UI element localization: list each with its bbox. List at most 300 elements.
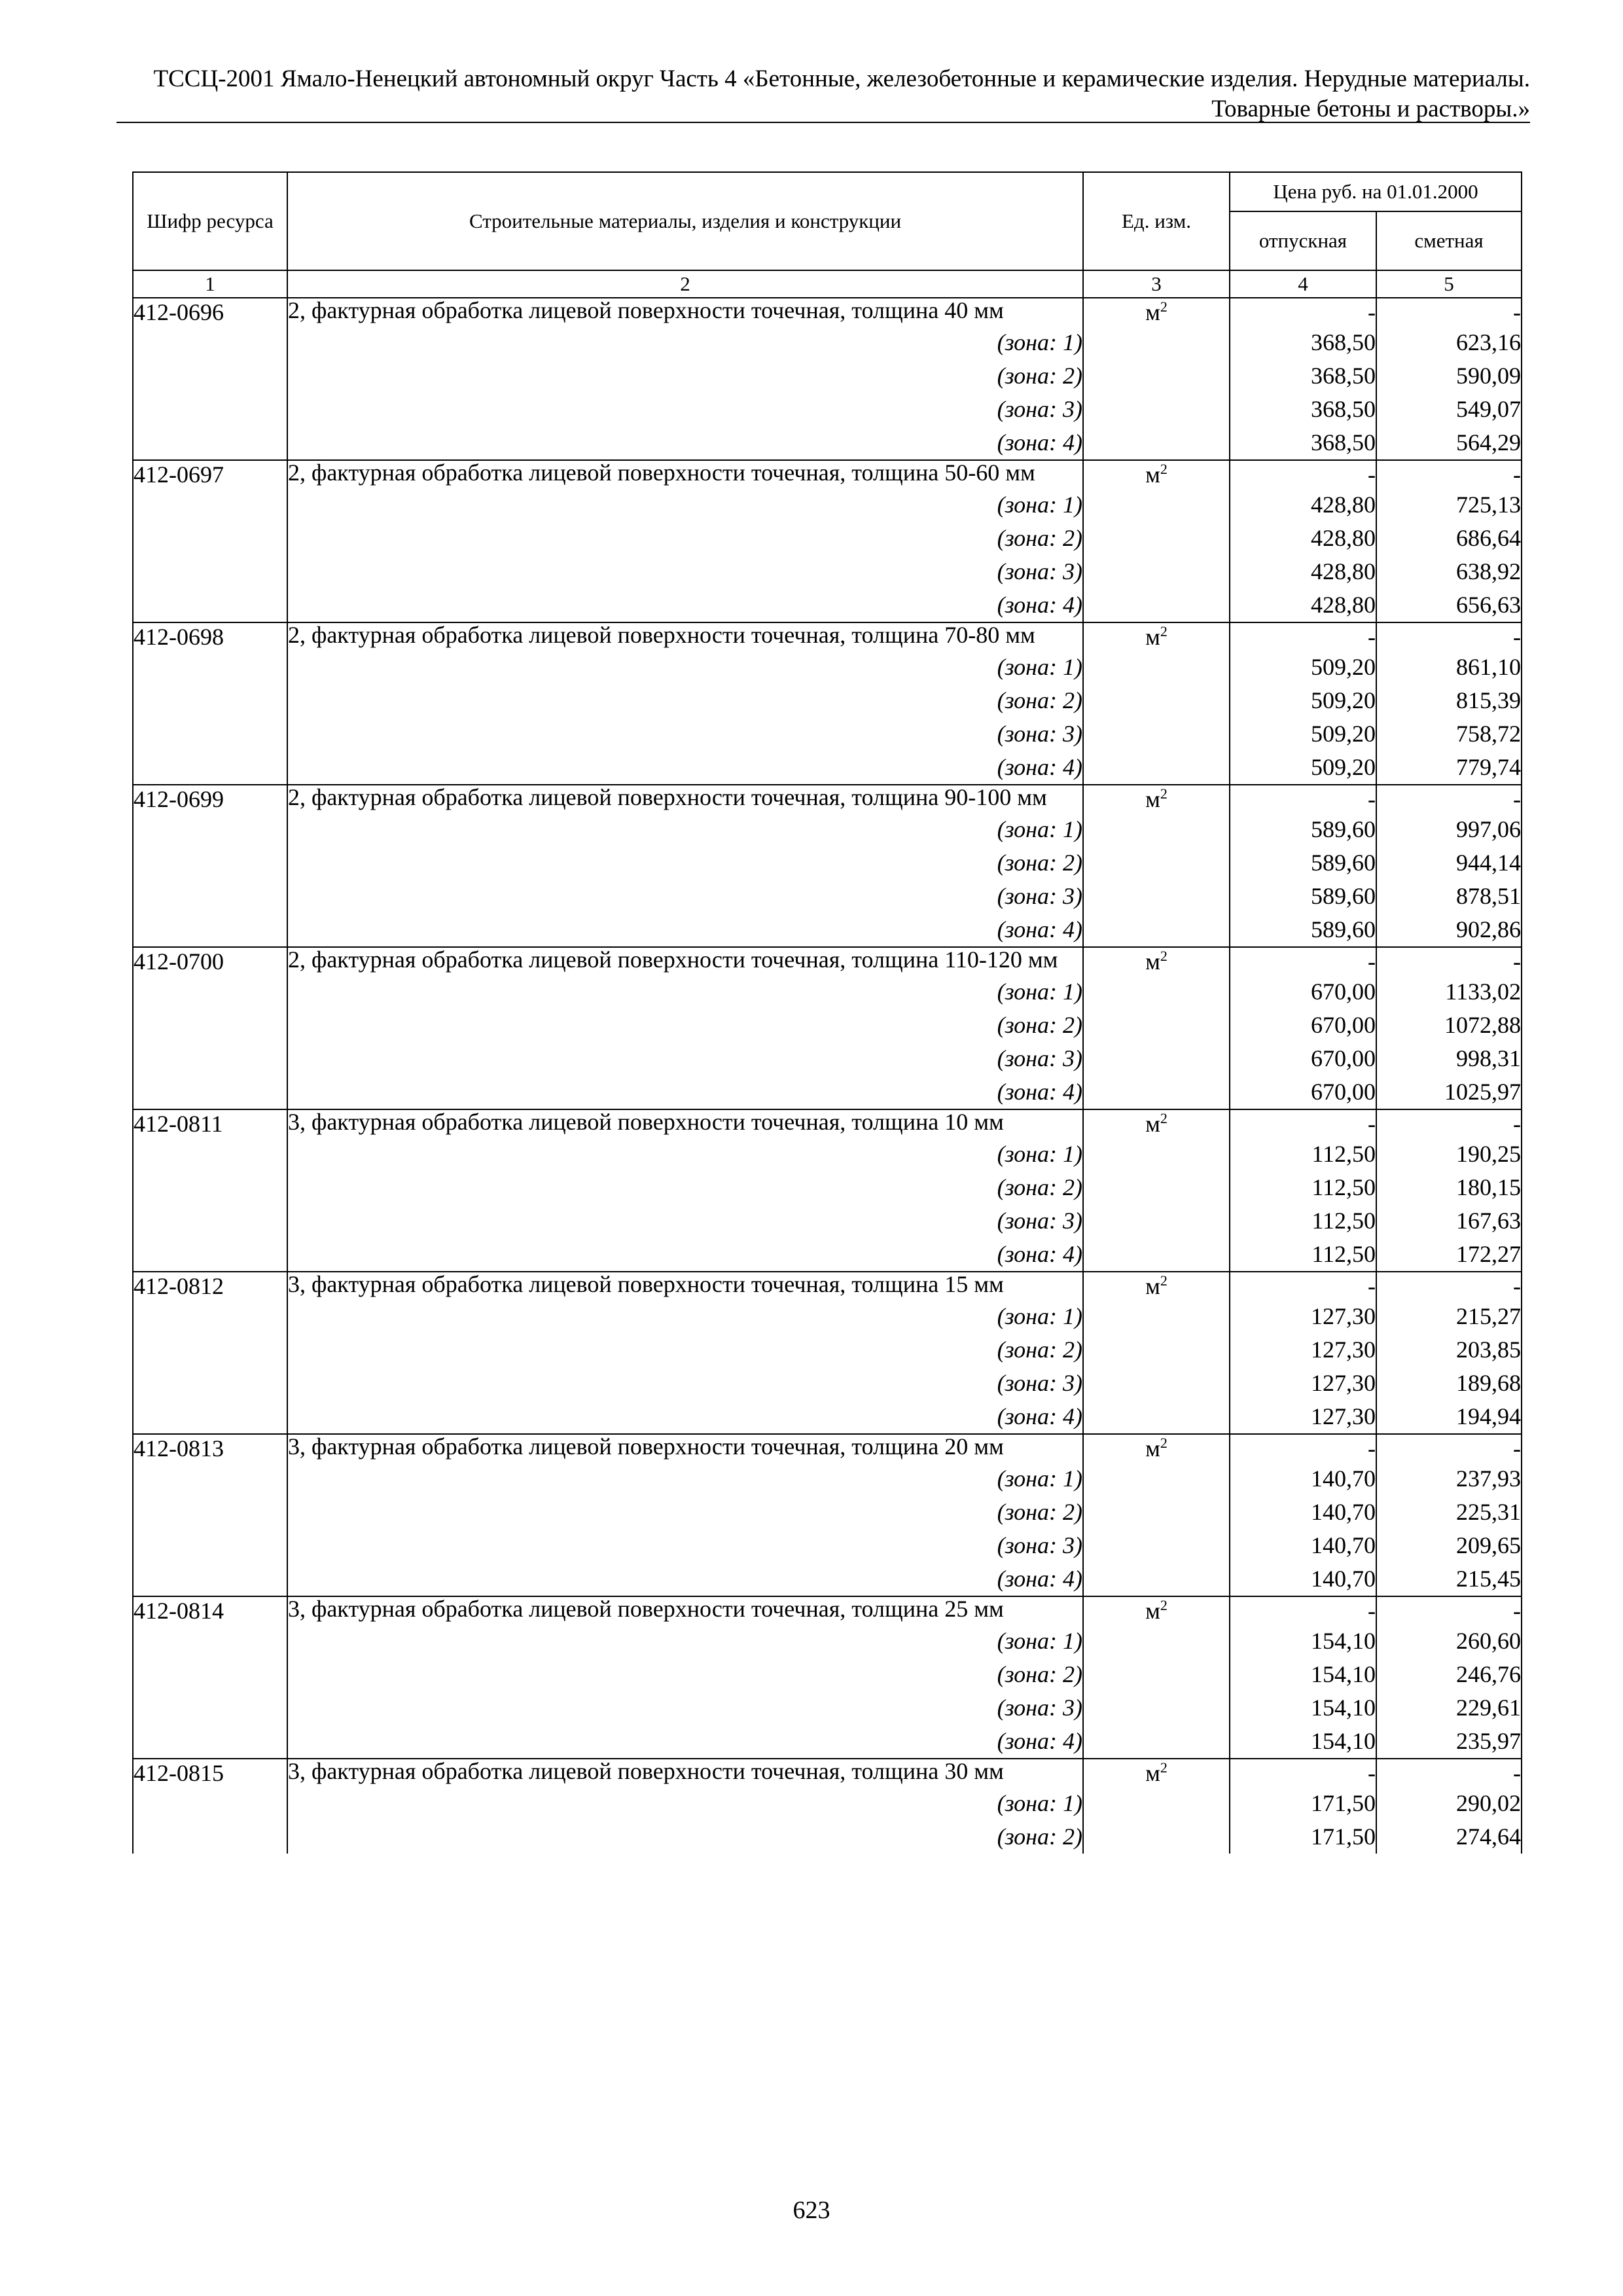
unit: м <box>1145 1273 1160 1299</box>
empty-cell <box>133 1624 287 1658</box>
resource-code: 412-0699 <box>133 785 287 813</box>
unit: м <box>1145 1435 1160 1462</box>
empty-cell <box>133 1138 287 1171</box>
empty-cell <box>1083 1300 1230 1333</box>
empty-cell <box>133 1529 287 1562</box>
empty-cell <box>133 488 287 522</box>
zone-row <box>133 1787 1522 1820</box>
empty-cell <box>133 1462 287 1496</box>
estimate-price: - <box>1376 298 1522 326</box>
empty-cell <box>1083 1138 1230 1171</box>
estimate-price: - <box>1376 460 1522 488</box>
resource-code: 412-0700 <box>133 947 287 975</box>
zone-label: (зона: 1) <box>287 326 1083 359</box>
zone-label: (зона: 2) <box>287 359 1083 393</box>
zone-release-price: 589,60 <box>1230 913 1376 947</box>
empty-cell <box>133 1367 287 1400</box>
zone-row <box>133 1725 1522 1759</box>
table-row <box>133 1759 1522 1787</box>
zone-estimate-price: 549,07 <box>1376 393 1522 426</box>
empty-cell <box>133 1400 287 1434</box>
header-line-1: ТССЦ-2001 Ямало-Ненецкий автономный округ Часть 4 «Бетонные, железобетонные и керамические изделия. Нерудные материалы. <box>153 65 1530 92</box>
zone-estimate-price: 815,39 <box>1376 684 1522 717</box>
zone-label: (зона: 2) <box>287 846 1083 880</box>
resource-code: 412-0811 <box>133 1109 287 1138</box>
zone-release-price: 368,50 <box>1230 393 1376 426</box>
zone-release-price: 154,10 <box>1230 1658 1376 1691</box>
zone-label: (зона: 3) <box>287 393 1083 426</box>
zone-estimate-price: 861,10 <box>1376 651 1522 684</box>
unit-cell <box>1083 298 1230 326</box>
resource-code: 412-0815 <box>133 1759 287 1787</box>
zone-row <box>133 1075 1522 1109</box>
empty-cell <box>1083 651 1230 684</box>
zone-label: (зона: 4) <box>287 1725 1083 1759</box>
material-description: 2, фактурная обработка лицевой поверхности точечная, толщина 70-80 мм <box>287 622 1083 651</box>
zone-estimate-price: 725,13 <box>1376 488 1522 522</box>
empty-cell <box>133 393 287 426</box>
empty-cell <box>133 555 287 588</box>
empty-cell <box>133 846 287 880</box>
zone-release-price: 140,70 <box>1230 1529 1376 1562</box>
zone-label: (зона: 2) <box>287 1333 1083 1367</box>
empty-cell <box>1083 813 1230 846</box>
col-header-price: Цена руб. на 01.01.2000 <box>1230 172 1522 211</box>
zone-estimate-price: 623,16 <box>1376 326 1522 359</box>
zone-label: (зона: 3) <box>287 1204 1083 1238</box>
zone-estimate-price: 274,64 <box>1376 1820 1522 1854</box>
unit-exponent: 2 <box>1160 948 1168 964</box>
unit-cell <box>1083 622 1230 651</box>
empty-cell <box>1083 751 1230 785</box>
zone-estimate-price: 229,61 <box>1376 1691 1522 1725</box>
empty-cell <box>1083 1624 1230 1658</box>
estimate-price: - <box>1376 1759 1522 1787</box>
zone-estimate-price: 246,76 <box>1376 1658 1522 1691</box>
release-price: - <box>1230 785 1376 813</box>
zone-row <box>133 359 1522 393</box>
zone-estimate-price: 167,63 <box>1376 1204 1522 1238</box>
empty-cell <box>1083 1238 1230 1272</box>
zone-row <box>133 1042 1522 1075</box>
table-row <box>133 785 1522 813</box>
unit-exponent: 2 <box>1160 1597 1168 1613</box>
empty-cell <box>1083 588 1230 622</box>
empty-cell <box>133 1171 287 1204</box>
release-price: - <box>1230 298 1376 326</box>
empty-cell <box>133 426 287 460</box>
zone-row <box>133 393 1522 426</box>
zone-estimate-price: 1025,97 <box>1376 1075 1522 1109</box>
empty-cell <box>133 1204 287 1238</box>
zone-estimate-price: 997,06 <box>1376 813 1522 846</box>
zone-estimate-price: 290,02 <box>1376 1787 1522 1820</box>
empty-cell <box>1083 1009 1230 1042</box>
unit: м <box>1145 786 1160 812</box>
zone-row <box>133 555 1522 588</box>
zone-release-price: 509,20 <box>1230 751 1376 785</box>
zone-label: (зона: 2) <box>287 1658 1083 1691</box>
empty-cell <box>133 975 287 1009</box>
zone-row <box>133 1367 1522 1400</box>
table-row <box>133 460 1522 488</box>
col-header-release: отпускная <box>1230 211 1376 270</box>
empty-cell <box>133 913 287 947</box>
empty-cell <box>133 813 287 846</box>
empty-cell <box>1083 684 1230 717</box>
table-row <box>133 1272 1522 1300</box>
empty-cell <box>1083 975 1230 1009</box>
zone-row <box>133 426 1522 460</box>
zone-label: (зона: 1) <box>287 488 1083 522</box>
zone-label: (зона: 4) <box>287 426 1083 460</box>
empty-cell <box>1083 1367 1230 1400</box>
empty-cell <box>133 1820 287 1854</box>
page-number: 623 <box>793 2197 830 2224</box>
unit: м <box>1145 948 1160 975</box>
zone-estimate-price: 260,60 <box>1376 1624 1522 1658</box>
zone-label: (зона: 1) <box>287 1787 1083 1820</box>
zone-label: (зона: 3) <box>287 1529 1083 1562</box>
zone-release-price: 171,50 <box>1230 1787 1376 1820</box>
unit: м <box>1145 1760 1160 1786</box>
zone-estimate-price: 190,25 <box>1376 1138 1522 1171</box>
zone-row <box>133 751 1522 785</box>
empty-cell <box>133 1787 287 1820</box>
zone-row <box>133 1496 1522 1529</box>
zone-row <box>133 1300 1522 1333</box>
zone-release-price: 140,70 <box>1230 1496 1376 1529</box>
zone-row <box>133 651 1522 684</box>
zone-row <box>133 1462 1522 1496</box>
unit-exponent: 2 <box>1160 623 1168 639</box>
empty-cell <box>1083 1400 1230 1434</box>
zone-row <box>133 588 1522 622</box>
unit-exponent: 2 <box>1160 1110 1168 1126</box>
release-price: - <box>1230 947 1376 975</box>
empty-cell <box>1083 1462 1230 1496</box>
empty-cell <box>133 651 287 684</box>
zone-estimate-price: 215,45 <box>1376 1562 1522 1596</box>
table-row <box>133 1434 1522 1462</box>
zone-label: (зона: 3) <box>287 555 1083 588</box>
zone-release-price: 112,50 <box>1230 1138 1376 1171</box>
unit-exponent: 2 <box>1160 1435 1168 1451</box>
empty-cell <box>1083 846 1230 880</box>
zone-row <box>133 717 1522 751</box>
empty-cell <box>1083 1725 1230 1759</box>
col-number: 1 <box>133 270 287 298</box>
zone-label: (зона: 4) <box>287 588 1083 622</box>
table-row <box>133 622 1522 651</box>
unit-cell <box>1083 1434 1230 1462</box>
zone-estimate-price: 194,94 <box>1376 1400 1522 1434</box>
zone-row <box>133 1691 1522 1725</box>
empty-cell <box>1083 1042 1230 1075</box>
zone-release-price: 154,10 <box>1230 1624 1376 1658</box>
release-price: - <box>1230 622 1376 651</box>
empty-cell <box>133 1725 287 1759</box>
empty-cell <box>1083 326 1230 359</box>
table-body <box>133 298 1522 1854</box>
release-price: - <box>1230 1434 1376 1462</box>
zone-release-price: 670,00 <box>1230 1075 1376 1109</box>
zone-label: (зона: 1) <box>287 975 1083 1009</box>
header-rule <box>116 122 1530 123</box>
zone-release-price: 127,30 <box>1230 1367 1376 1400</box>
material-description: 2, фактурная обработка лицевой поверхности точечная, толщина 90-100 мм <box>287 785 1083 813</box>
zone-row <box>133 522 1522 555</box>
empty-cell <box>133 717 287 751</box>
zone-estimate-price: 235,97 <box>1376 1725 1522 1759</box>
unit-exponent: 2 <box>1160 1272 1168 1289</box>
zone-row <box>133 1820 1522 1854</box>
empty-cell <box>1083 555 1230 588</box>
estimate-price: - <box>1376 622 1522 651</box>
col-number: 5 <box>1376 270 1522 298</box>
zone-release-price: 112,50 <box>1230 1204 1376 1238</box>
release-price: - <box>1230 1759 1376 1787</box>
zone-release-price: 140,70 <box>1230 1562 1376 1596</box>
zone-label: (зона: 3) <box>287 717 1083 751</box>
zone-estimate-price: 638,92 <box>1376 555 1522 588</box>
zone-label: (зона: 3) <box>287 1691 1083 1725</box>
zone-label: (зона: 2) <box>287 1496 1083 1529</box>
unit: м <box>1145 461 1160 488</box>
zone-estimate-price: 189,68 <box>1376 1367 1522 1400</box>
zone-row <box>133 1624 1522 1658</box>
empty-cell <box>1083 1171 1230 1204</box>
zone-label: (зона: 3) <box>287 1367 1083 1400</box>
empty-cell <box>1083 393 1230 426</box>
zone-estimate-price: 878,51 <box>1376 880 1522 913</box>
empty-cell <box>1083 717 1230 751</box>
zone-release-price: 589,60 <box>1230 813 1376 846</box>
zone-label: (зона: 4) <box>287 751 1083 785</box>
zone-label: (зона: 2) <box>287 1820 1083 1854</box>
unit-cell <box>1083 1109 1230 1138</box>
zone-estimate-price: 215,27 <box>1376 1300 1522 1333</box>
estimate-price: - <box>1376 1596 1522 1624</box>
unit-cell <box>1083 1759 1230 1787</box>
unit-cell <box>1083 460 1230 488</box>
zone-estimate-price: 1072,88 <box>1376 1009 1522 1042</box>
empty-cell <box>133 1300 287 1333</box>
col-number: 4 <box>1230 270 1376 298</box>
empty-cell <box>133 1009 287 1042</box>
estimate-price: - <box>1376 785 1522 813</box>
zone-release-price: 112,50 <box>1230 1238 1376 1272</box>
empty-cell <box>133 522 287 555</box>
empty-cell <box>133 1691 287 1725</box>
zone-estimate-price: 225,31 <box>1376 1496 1522 1529</box>
zone-estimate-price: 1133,02 <box>1376 975 1522 1009</box>
material-description: 3, фактурная обработка лицевой поверхности точечная, толщина 10 мм <box>287 1109 1083 1138</box>
material-description: 3, фактурная обработка лицевой поверхности точечная, толщина 20 мм <box>287 1434 1083 1462</box>
zone-row <box>133 913 1522 947</box>
col-header-desc: Строительные материалы, изделия и конструкции <box>287 172 1083 270</box>
zone-release-price: 428,80 <box>1230 588 1376 622</box>
zone-label: (зона: 4) <box>287 1562 1083 1596</box>
estimate-price: - <box>1376 1272 1522 1300</box>
zone-estimate-price: 209,65 <box>1376 1529 1522 1562</box>
empty-cell <box>1083 880 1230 913</box>
zone-row <box>133 326 1522 359</box>
zone-estimate-price: 564,29 <box>1376 426 1522 460</box>
material-description: 3, фактурная обработка лицевой поверхности точечная, толщина 25 мм <box>287 1596 1083 1624</box>
estimate-price: - <box>1376 947 1522 975</box>
zone-release-price: 428,80 <box>1230 522 1376 555</box>
zone-row <box>133 846 1522 880</box>
unit-cell <box>1083 1596 1230 1624</box>
zone-row <box>133 1138 1522 1171</box>
col-number: 2 <box>287 270 1083 298</box>
empty-cell <box>133 880 287 913</box>
unit-exponent: 2 <box>1160 1759 1168 1776</box>
empty-cell <box>133 1042 287 1075</box>
empty-cell <box>133 1562 287 1596</box>
zone-row <box>133 1009 1522 1042</box>
zone-label: (зона: 1) <box>287 1300 1083 1333</box>
zone-release-price: 509,20 <box>1230 717 1376 751</box>
zone-label: (зона: 1) <box>287 1624 1083 1658</box>
zone-row <box>133 1658 1522 1691</box>
empty-cell <box>1083 488 1230 522</box>
zone-label: (зона: 4) <box>287 1400 1083 1434</box>
header-line-2: Товарные бетоны и растворы.» <box>1211 96 1530 122</box>
table-row <box>133 298 1522 326</box>
empty-cell <box>1083 1496 1230 1529</box>
table-row <box>133 1596 1522 1624</box>
empty-cell <box>133 684 287 717</box>
zone-release-price: 368,50 <box>1230 426 1376 460</box>
zone-label: (зона: 2) <box>287 522 1083 555</box>
empty-cell <box>133 1333 287 1367</box>
zone-estimate-price: 998,31 <box>1376 1042 1522 1075</box>
resource-code: 412-0697 <box>133 460 287 488</box>
price-table <box>132 171 1522 1854</box>
empty-cell <box>1083 1658 1230 1691</box>
zone-release-price: 428,80 <box>1230 488 1376 522</box>
zone-row <box>133 975 1522 1009</box>
zone-estimate-price: 237,93 <box>1376 1462 1522 1496</box>
unit-exponent: 2 <box>1160 785 1168 802</box>
zone-release-price: 509,20 <box>1230 684 1376 717</box>
zone-release-price: 509,20 <box>1230 651 1376 684</box>
empty-cell <box>133 1238 287 1272</box>
zone-release-price: 368,50 <box>1230 359 1376 393</box>
zone-label: (зона: 4) <box>287 1238 1083 1272</box>
resource-code: 412-0813 <box>133 1434 287 1462</box>
empty-cell <box>1083 1075 1230 1109</box>
zone-row <box>133 1238 1522 1272</box>
empty-cell <box>1083 1562 1230 1596</box>
zone-label: (зона: 1) <box>287 651 1083 684</box>
estimate-price: - <box>1376 1109 1522 1138</box>
empty-cell <box>1083 426 1230 460</box>
zone-row <box>133 488 1522 522</box>
unit-cell <box>1083 947 1230 975</box>
empty-cell <box>133 588 287 622</box>
empty-cell <box>133 1658 287 1691</box>
zone-label: (зона: 1) <box>287 813 1083 846</box>
empty-cell <box>1083 1691 1230 1725</box>
zone-release-price: 670,00 <box>1230 1009 1376 1042</box>
unit-cell <box>1083 785 1230 813</box>
material-description: 2, фактурная обработка лицевой поверхности точечная, толщина 110-120 мм <box>287 947 1083 975</box>
empty-cell <box>1083 1787 1230 1820</box>
empty-cell <box>133 751 287 785</box>
empty-cell <box>133 359 287 393</box>
zone-label: (зона: 2) <box>287 684 1083 717</box>
empty-cell <box>1083 522 1230 555</box>
zone-release-price: 127,30 <box>1230 1333 1376 1367</box>
zone-release-price: 154,10 <box>1230 1725 1376 1759</box>
unit: м <box>1145 1111 1160 1137</box>
zone-label: (зона: 2) <box>287 1171 1083 1204</box>
zone-release-price: 670,00 <box>1230 975 1376 1009</box>
unit-cell <box>1083 1272 1230 1300</box>
page-header <box>116 64 1530 124</box>
zone-row <box>133 684 1522 717</box>
zone-estimate-price: 172,27 <box>1376 1238 1522 1272</box>
resource-code: 412-0696 <box>133 298 287 326</box>
empty-cell <box>133 1496 287 1529</box>
zone-row <box>133 1529 1522 1562</box>
resource-code: 412-0814 <box>133 1596 287 1624</box>
zone-estimate-price: 590,09 <box>1376 359 1522 393</box>
zone-estimate-price: 779,74 <box>1376 751 1522 785</box>
zone-estimate-price: 758,72 <box>1376 717 1522 751</box>
zone-release-price: 112,50 <box>1230 1171 1376 1204</box>
zone-release-price: 368,50 <box>1230 326 1376 359</box>
zone-release-price: 154,10 <box>1230 1691 1376 1725</box>
zone-label: (зона: 2) <box>287 1009 1083 1042</box>
empty-cell <box>1083 913 1230 947</box>
empty-cell <box>1083 359 1230 393</box>
zone-label: (зона: 4) <box>287 1075 1083 1109</box>
zone-release-price: 127,30 <box>1230 1400 1376 1434</box>
empty-cell <box>133 1075 287 1109</box>
zone-row <box>133 1171 1522 1204</box>
zone-label: (зона: 1) <box>287 1462 1083 1496</box>
zone-label: (зона: 1) <box>287 1138 1083 1171</box>
zone-release-price: 589,60 <box>1230 846 1376 880</box>
zone-estimate-price: 902,86 <box>1376 913 1522 947</box>
zone-release-price: 127,30 <box>1230 1300 1376 1333</box>
material-description: 2, фактурная обработка лицевой поверхности точечная, толщина 40 мм <box>287 298 1083 326</box>
release-price: - <box>1230 1596 1376 1624</box>
zone-row <box>133 1333 1522 1367</box>
estimate-price: - <box>1376 1434 1522 1462</box>
resource-code: 412-0698 <box>133 622 287 651</box>
zone-release-price: 589,60 <box>1230 880 1376 913</box>
zone-estimate-price: 686,64 <box>1376 522 1522 555</box>
unit: м <box>1145 1598 1160 1624</box>
table-row <box>133 947 1522 975</box>
zone-row <box>133 1204 1522 1238</box>
zone-release-price: 670,00 <box>1230 1042 1376 1075</box>
zone-label: (зона: 4) <box>287 913 1083 947</box>
empty-cell <box>1083 1333 1230 1367</box>
col-number: 3 <box>1083 270 1230 298</box>
zone-label: (зона: 3) <box>287 1042 1083 1075</box>
unit: м <box>1145 299 1160 325</box>
material-description: 3, фактурная обработка лицевой поверхности точечная, толщина 30 мм <box>287 1759 1083 1787</box>
zone-row <box>133 1562 1522 1596</box>
zone-estimate-price: 944,14 <box>1376 846 1522 880</box>
col-header-estimate: сметная <box>1376 211 1522 270</box>
